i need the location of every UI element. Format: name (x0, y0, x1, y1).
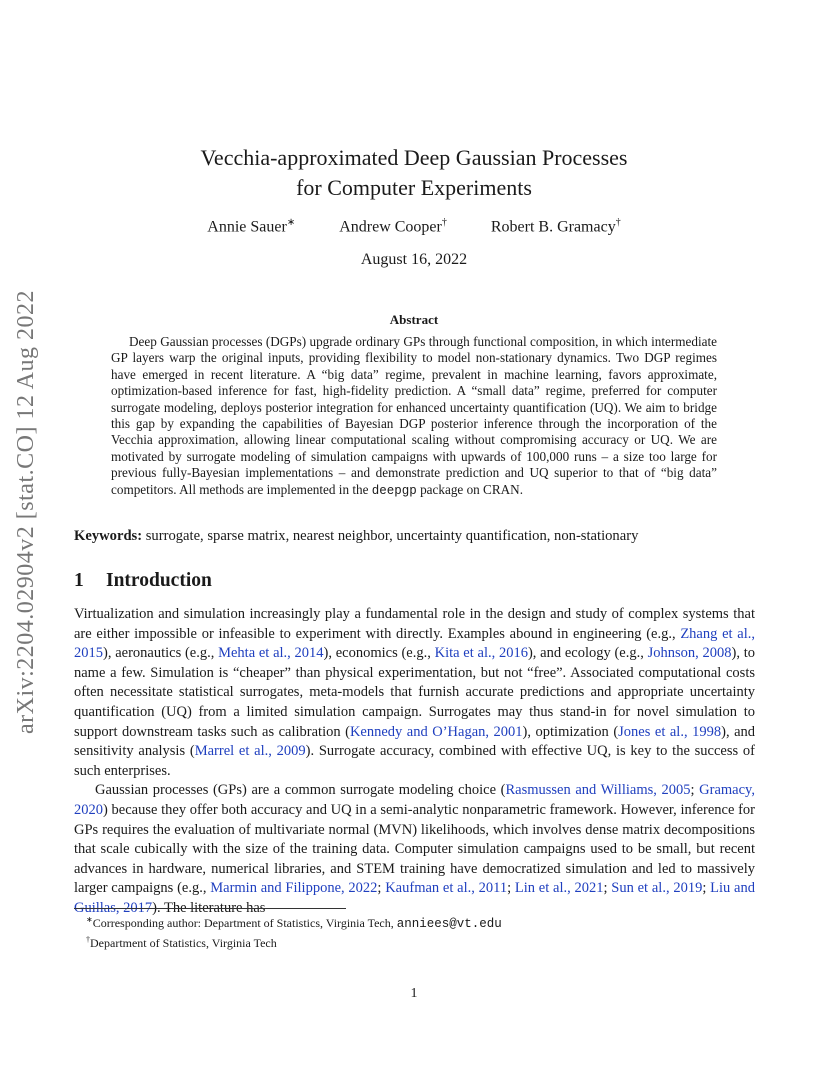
author-1 (207, 217, 295, 236)
text-span: ), aeronautics (e.g., (103, 645, 219, 662)
author-footnote-mark: † (441, 217, 447, 228)
text-span: ). Surrogate accuracy, combined with effective UQ, is key to the success of such enterprises. (74, 743, 755, 779)
paragraph-2 (74, 781, 755, 918)
footnote-2 (74, 932, 764, 951)
text-span: ; (690, 782, 700, 799)
text-span: Gaussian processes (GPs) are a common surrogate modeling choice ( (95, 782, 506, 799)
citation-link[interactable]: Gramacy, 2020 (74, 782, 755, 818)
author-3 (491, 217, 621, 236)
text-span: ), and ecology (e.g., (527, 645, 648, 662)
citation-link[interactable]: Mehta et al., 2014 (218, 645, 324, 662)
title-line-2: for Computer Experiments (296, 175, 532, 200)
footnote-text: Corresponding author: Department of Statistics, Virginia Tech, (92, 916, 397, 930)
citation-link[interactable]: Kennedy and O’Hagan, 2001 (349, 723, 523, 740)
citation-link[interactable]: Lin et al., 2021 (514, 880, 604, 897)
package-name-code: deepgp (371, 483, 417, 498)
citation-link[interactable]: Kita et al., 2016 (434, 645, 528, 662)
section-number: 1 (74, 570, 84, 591)
citation-link[interactable]: Marrel et al., 2009 (194, 743, 306, 760)
author-2 (339, 217, 447, 236)
publication-date: August 16, 2022 (360, 251, 468, 268)
citation-link[interactable]: Marmin and Filippone, 2022 (210, 880, 378, 897)
author-name: Andrew Cooper (339, 218, 442, 236)
footnotes (74, 912, 764, 951)
abstract-heading: Abstract (389, 312, 439, 327)
keywords (74, 528, 764, 545)
footnote-text: Department of Statistics, Virginia Tech (90, 936, 277, 950)
citation-link[interactable]: Rasmussen and Williams, 2005 (505, 782, 691, 799)
introduction-body (74, 605, 755, 919)
citation-link[interactable]: Johnson, 2008 (647, 645, 732, 662)
text-span: ). The literature has (152, 899, 266, 916)
author-footnote-mark: ∗ (286, 217, 296, 228)
abstract-body (111, 334, 717, 499)
text-span: ), optimization ( (522, 723, 619, 740)
footnote-divider (74, 908, 346, 909)
section-heading (74, 570, 212, 592)
author-name: Robert B. Gramacy (490, 218, 616, 236)
citation-link[interactable]: Liu and Guillas, 2017 (74, 880, 755, 916)
footnote-1 (74, 912, 764, 932)
citation-link[interactable]: Zhang et al., 2015 (74, 625, 755, 662)
text-span: Virtualization and simulation increasingly play a fundamental role in the design and study of complex systems that are either impossible or infeasible to experiment with directly. Examples abound in engineering (e.g., (74, 606, 755, 642)
paper-title (0, 143, 828, 203)
section-title: Introduction (106, 570, 212, 591)
text-span: ), and sensitivity analysis ( (74, 723, 756, 760)
title-line-1: Vecchia-approximated Deep Gaussian Processes (200, 145, 628, 170)
text-span: ; (507, 880, 515, 897)
abstract-text-end: package on CRAN. (416, 481, 523, 497)
citation-link[interactable]: Sun et al., 2019 (611, 880, 703, 897)
abstract-text: Deep Gaussian processes (DGPs) upgrade ordinary GPs through functional composition, in which intermediate GP layers warp the original inputs, providing flexibility to model non-stationary dynamics. Two DGP regimes have emerged in recent literature. A “big data” regime, prevalent in machine learning, favors approximate, optimization-based inference for fast, high-fidelity prediction. A “small data” regime, preferred for computer surrogate modeling, deploys posterior integration for enhanced uncertainty quantification (UQ). We aim to bridge this gap by expanding the capabilities of Bayesian DGP posterior inference through the incorporation of the Vecchia approximation, allowing linear computational scaling without compromising accuracy or UQ. We are motivated by surrogate modeling of simulation campaigns with upwards of 100,000 runs – a size too large for previous fully-Bayesian implementations – and demonstrate prediction and UQ superior to that of “big data” competitors. All methods are implemented in the (111, 334, 717, 497)
citation-link[interactable]: Kaufman et al., 2011 (385, 880, 508, 897)
text-span: ) because they offer both accuracy and UQ in a semi-analytic nonparametric framework. However, inference for GPs requires the evaluation of multivariate normal (MVN) likelihoods, which involves dense matrix decompositions that scale cubically with the size of the training data. Computer simulation campaigns used to be small, but recent advances in hardware, numerical libraries, and STEM training have democratized simulation and led to massively larger campaigns (e.g., (74, 801, 755, 897)
author-footnote-mark: † (615, 217, 621, 228)
arxiv-identifier-stamp: arXiv:2204.02904v2 [stat.CO] 12 Aug 2022 (13, 290, 39, 734)
author-name: Annie Sauer (207, 218, 287, 236)
text-span: ), to name a few. Simulation is “cheaper” than physical experimentation, but not “free”. Associated computational costs often necessitate statistical surrogates, meta-models that furnish accurate predictions and appropriate uncertainty quantification (UQ) from a limited simulation campaign. Surrogates may thus stand-in for novel simulation to support downstream tasks such as calibration ( (74, 645, 755, 740)
page-number: 1 (410, 986, 418, 1001)
text-span: ; (377, 880, 386, 897)
footnote-mark: † (86, 935, 90, 944)
paragraph-1 (74, 605, 755, 781)
keywords-text: surrogate, sparse matrix, nearest neighbor, uncertainty quantification, non-stationary (142, 528, 639, 544)
text-span: ), economics (e.g., (323, 645, 435, 662)
citation-link[interactable]: Jones et al., 1998 (618, 723, 722, 740)
text-span: ; (603, 880, 612, 897)
text-span: ; (702, 880, 711, 897)
email-link[interactable]: anniees@vt.edu (396, 917, 502, 931)
author-list (0, 217, 828, 236)
footnote-mark: ∗ (86, 915, 93, 924)
keywords-label: Keywords: (74, 528, 143, 544)
